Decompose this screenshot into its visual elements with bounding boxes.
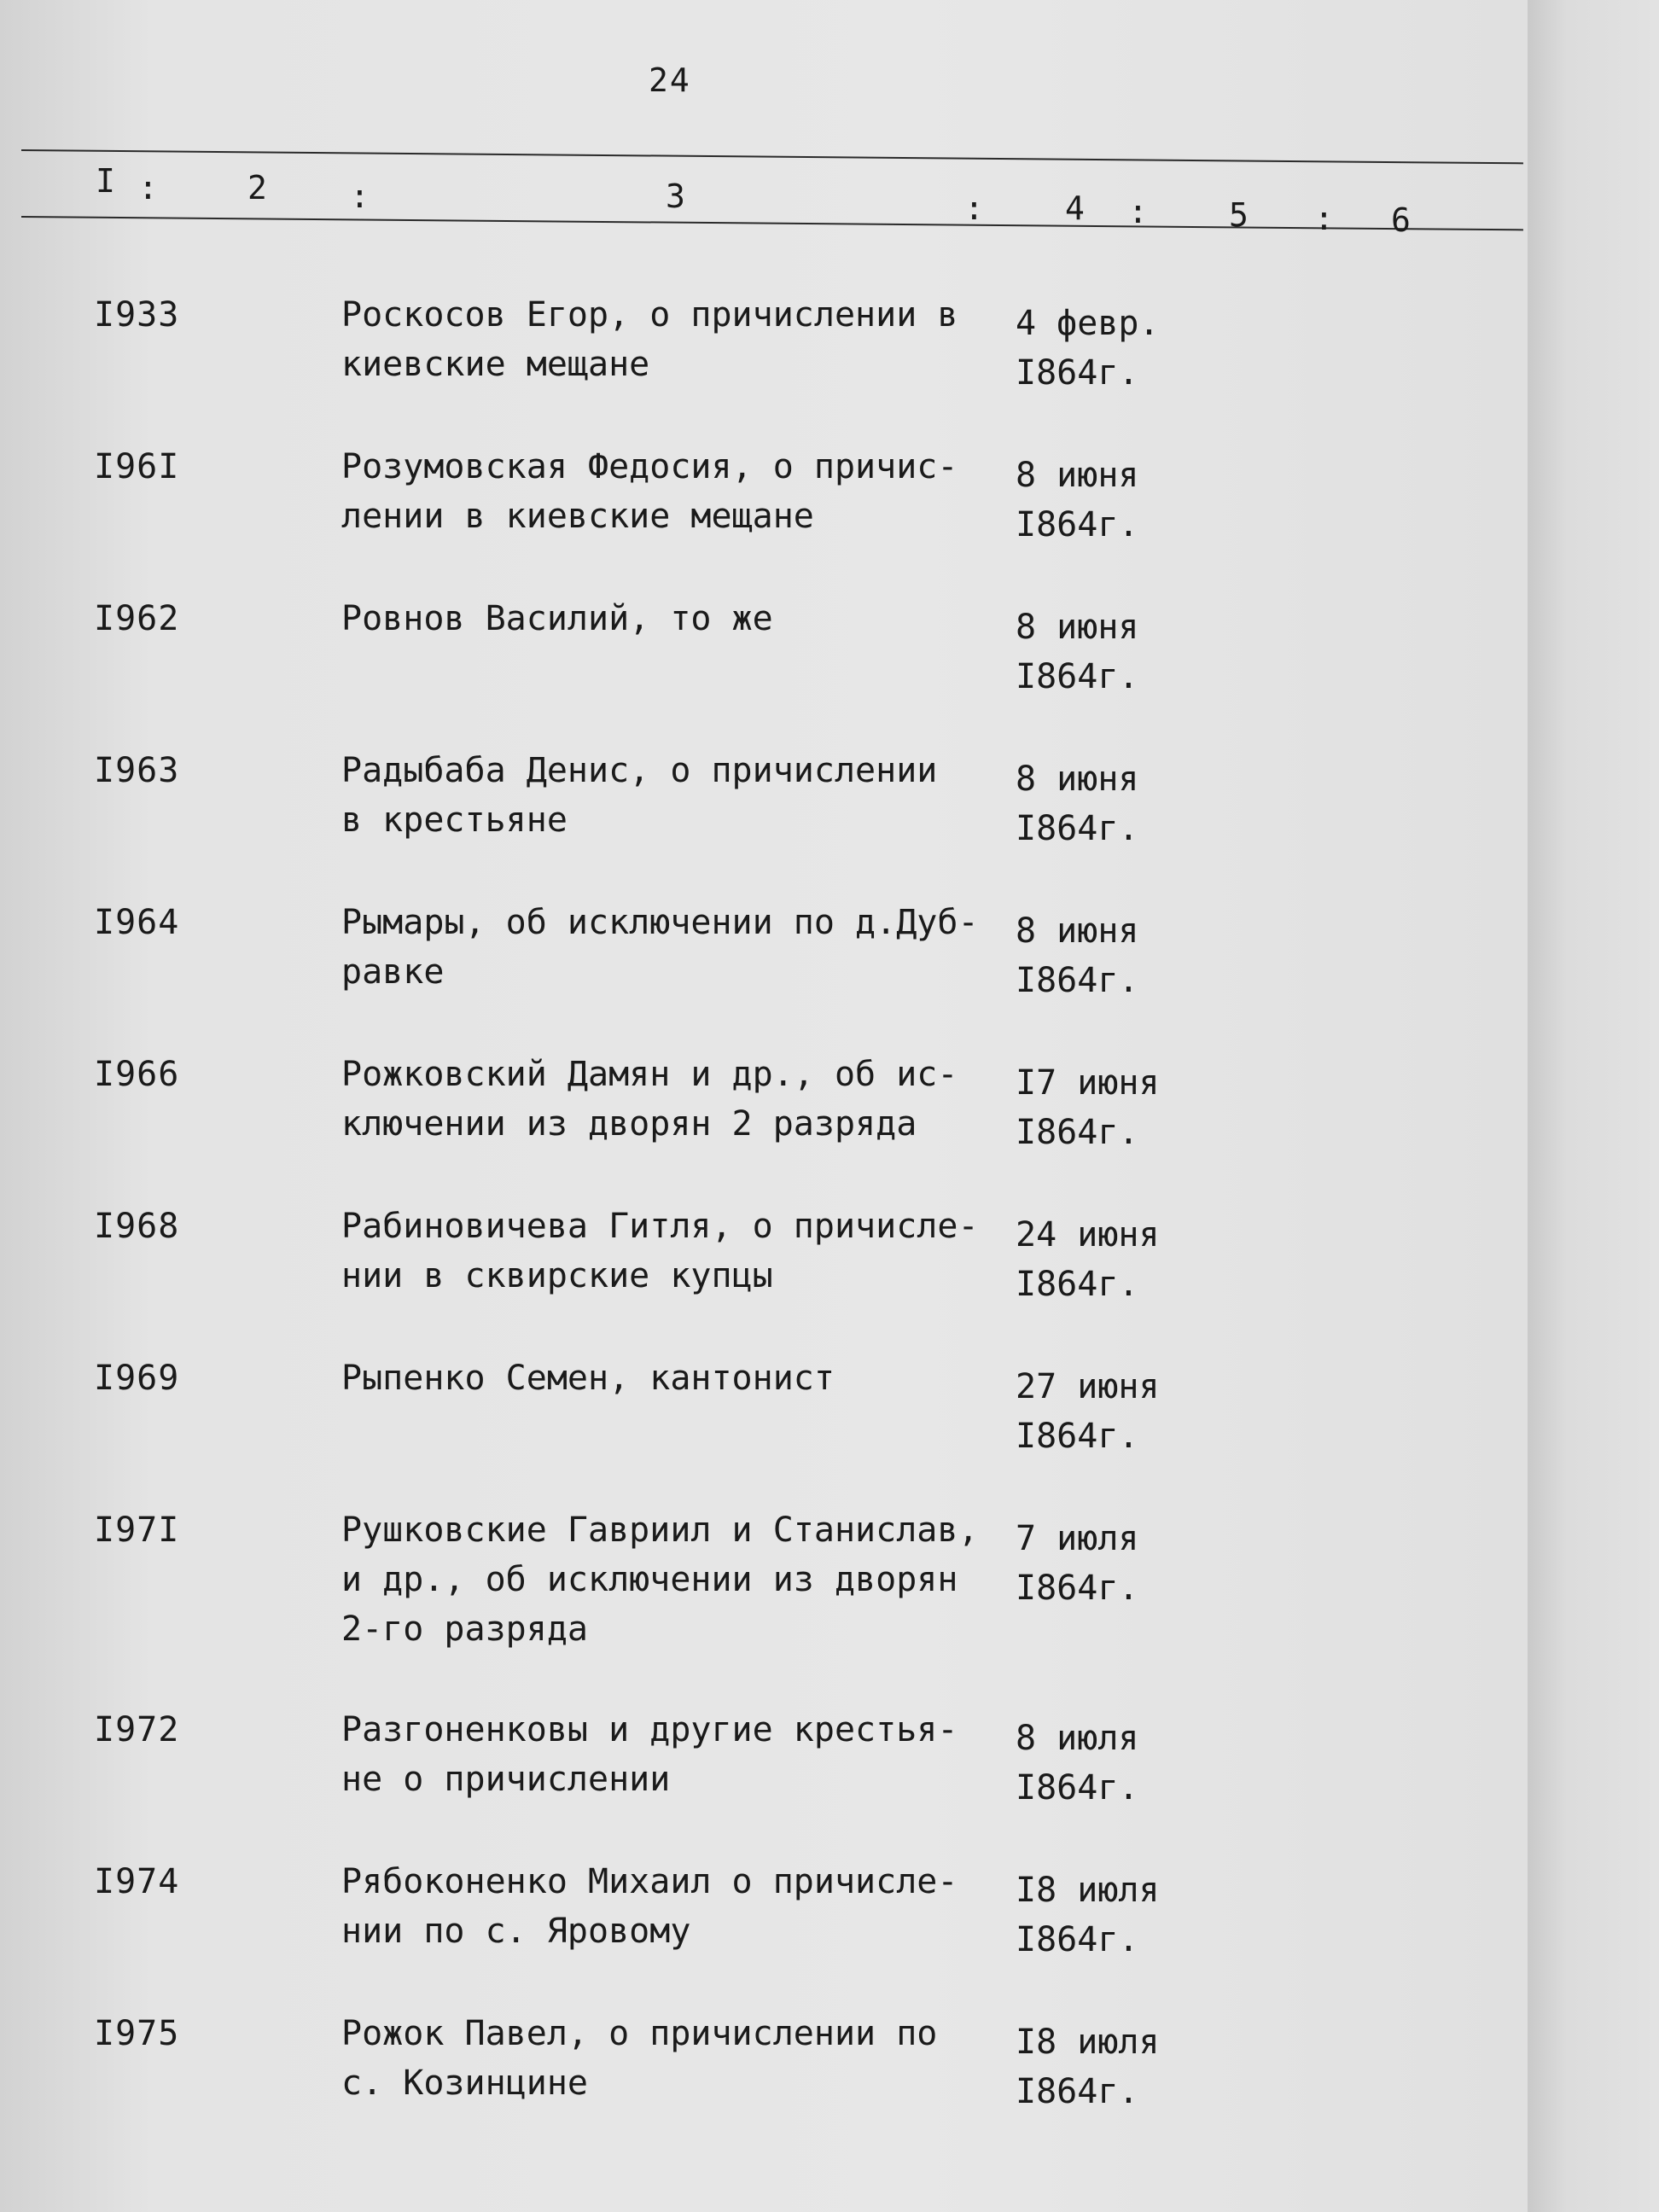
case-number: I972	[94, 1710, 180, 1749]
case-description: Роскосов Егор, о причислении в киевские мещане	[341, 295, 958, 384]
column-number-2: 2	[247, 169, 267, 207]
case-number: I974	[94, 1862, 180, 1901]
case-number: I975	[94, 2014, 180, 2053]
case-number: I966	[94, 1055, 180, 1094]
case-description: Рожок Павел, о причислении по с. Козинцине	[341, 2014, 938, 2103]
case-description: Рожковский Дамян и др., об ис- ключении из дворян 2 разряда	[341, 1055, 958, 1144]
case-date: 4 февр. I864г.	[1016, 304, 1160, 393]
case-number: I96I	[94, 447, 180, 486]
case-date: I7 июня I864г.	[1016, 1063, 1160, 1152]
column-separator: :	[350, 178, 370, 215]
case-date: 8 июня I864г.	[1016, 911, 1139, 1000]
case-date: 27 июня I864г.	[1016, 1367, 1160, 1456]
column-number-5: 5	[1229, 196, 1249, 234]
case-number: I963	[94, 751, 180, 790]
column-separator: :	[1314, 200, 1334, 237]
column-separator: :	[1128, 193, 1148, 230]
case-date: I8 июля I864г.	[1016, 1871, 1160, 1959]
case-number: I964	[94, 903, 180, 942]
column-separator: :	[964, 189, 984, 227]
case-date: I8 июля I864г.	[1016, 2023, 1160, 2111]
case-date: 7 июля I864г.	[1016, 1519, 1139, 1608]
case-number: I962	[94, 599, 180, 638]
case-description: Ровнов Василий, то же	[341, 599, 773, 638]
column-number-1: I	[96, 162, 115, 200]
case-date: 8 июля I864г.	[1016, 1719, 1139, 1807]
case-description: Рушковские Гавриил и Станислав, и др., об исключении из дворян 2-го разряда	[341, 1511, 979, 1649]
column-number-6: 6	[1391, 201, 1411, 239]
case-number: I968	[94, 1207, 180, 1246]
case-description: Радыбаба Денис, о причислении в крестьяне	[341, 751, 938, 840]
case-description: Рабиновичева Гитля, о причисле- нии в сквирские купцы	[341, 1207, 979, 1295]
case-description: Рымары, об исключении по д.Дуб- равке	[341, 903, 979, 992]
column-number-4: 4	[1065, 189, 1085, 227]
case-date: 8 июня I864г.	[1016, 456, 1139, 544]
case-description: Разгоненковы и другие крестья- не о причислении	[341, 1710, 958, 1799]
case-number: I97I	[94, 1511, 180, 1550]
page-edge	[1528, 0, 1659, 2212]
case-number: I933	[94, 295, 180, 335]
page-number: 24	[649, 61, 691, 99]
case-date: 24 июня I864г.	[1016, 1215, 1160, 1304]
case-date: 8 июня I864г.	[1016, 608, 1139, 696]
case-number: I969	[94, 1359, 180, 1398]
case-description: Розумовская Федосия, о причис- лении в киевские мещане	[341, 447, 958, 536]
case-date: 8 июня I864г.	[1016, 760, 1139, 848]
column-number-3: 3	[666, 178, 685, 215]
column-separator: :	[138, 169, 158, 207]
case-description: Рябоконенко Михаил о причисле- нии по с. Яровому	[341, 1862, 958, 1951]
case-description: Рыпенко Семен, кантонист	[341, 1359, 835, 1398]
